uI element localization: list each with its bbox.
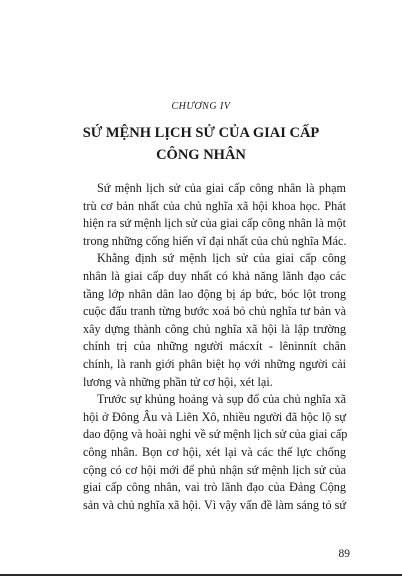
text-line: chính, là ranh giới phân biệt họ với những người cải: [83, 356, 346, 371]
text-line: Khẳng định sứ mệnh lịch sử của giai cấp công: [97, 251, 346, 266]
text-line: lương và những phần tử cơ hội, xét lại.: [83, 374, 273, 389]
text-line: cộng có cơ hội mới để phủ nhận sứ mệnh lịch sử của: [83, 462, 346, 477]
text-line: sản và chủ nghĩa xã hội. Vì vậy vấn đề làm sáng tỏ sứ: [83, 497, 346, 512]
paragraph-1: [83, 180, 346, 250]
paragraph-3: [83, 391, 346, 514]
page-number: 89: [338, 548, 350, 560]
text-line: trù cơ bản nhất của chủ nghĩa xã hội khoa học. Phát: [83, 198, 346, 213]
body-text: [83, 180, 346, 514]
chapter-title-line: CÔNG NHÂN: [156, 147, 246, 163]
text-line: công nhân. Bọn cơ hội, xét lại và các thế lực chống: [83, 444, 346, 459]
chapter-label: CHƯƠNG IV: [171, 101, 231, 112]
text-line: giai cấp công nhân, vai trò lãnh đạo của Đảng Cộng: [83, 480, 346, 495]
text-line: chính trị của những người mácxít - lêninnít chân: [83, 339, 346, 354]
paragraph-2: [83, 250, 346, 391]
chapter-title-line: SỨ MỆNH LỊCH SỬ CỦA GIAI CẤP: [82, 125, 320, 141]
text-line: hiện ra sứ mệnh lịch sử của giai cấp công nhân là một: [83, 216, 346, 231]
text-line: nhân là giai cấp duy nhất có khả năng lãnh đạo các: [83, 268, 346, 283]
text-line: trong những cống hiến vĩ đại nhất của chủ nghĩa Mác.: [83, 233, 347, 248]
text-line: Sứ mệnh lịch sử của giai cấp công nhân là phạm: [97, 181, 346, 195]
chapter-title: [0, 122, 402, 166]
text-line: Trước sự khủng hoảng và sụp đổ của chủ nghĩa xã: [97, 392, 346, 407]
text-line: xây dựng thành công chủ nghĩa xã hội là lập trường: [83, 321, 346, 336]
text-line: cuộc đấu tranh từng bước xoá bỏ chủ nghĩa tư bản và: [83, 304, 346, 319]
text-line: hội ở Đông Âu và Liên Xô, nhiều người đã hộc lộ sự: [83, 409, 346, 424]
text-line: dao động và hoài nghi về sứ mệnh lịch sử của giai cấp: [83, 427, 348, 442]
text-line: tầng lớp nhân dân lao động bị áp bức, bóc lột trong: [83, 286, 346, 301]
